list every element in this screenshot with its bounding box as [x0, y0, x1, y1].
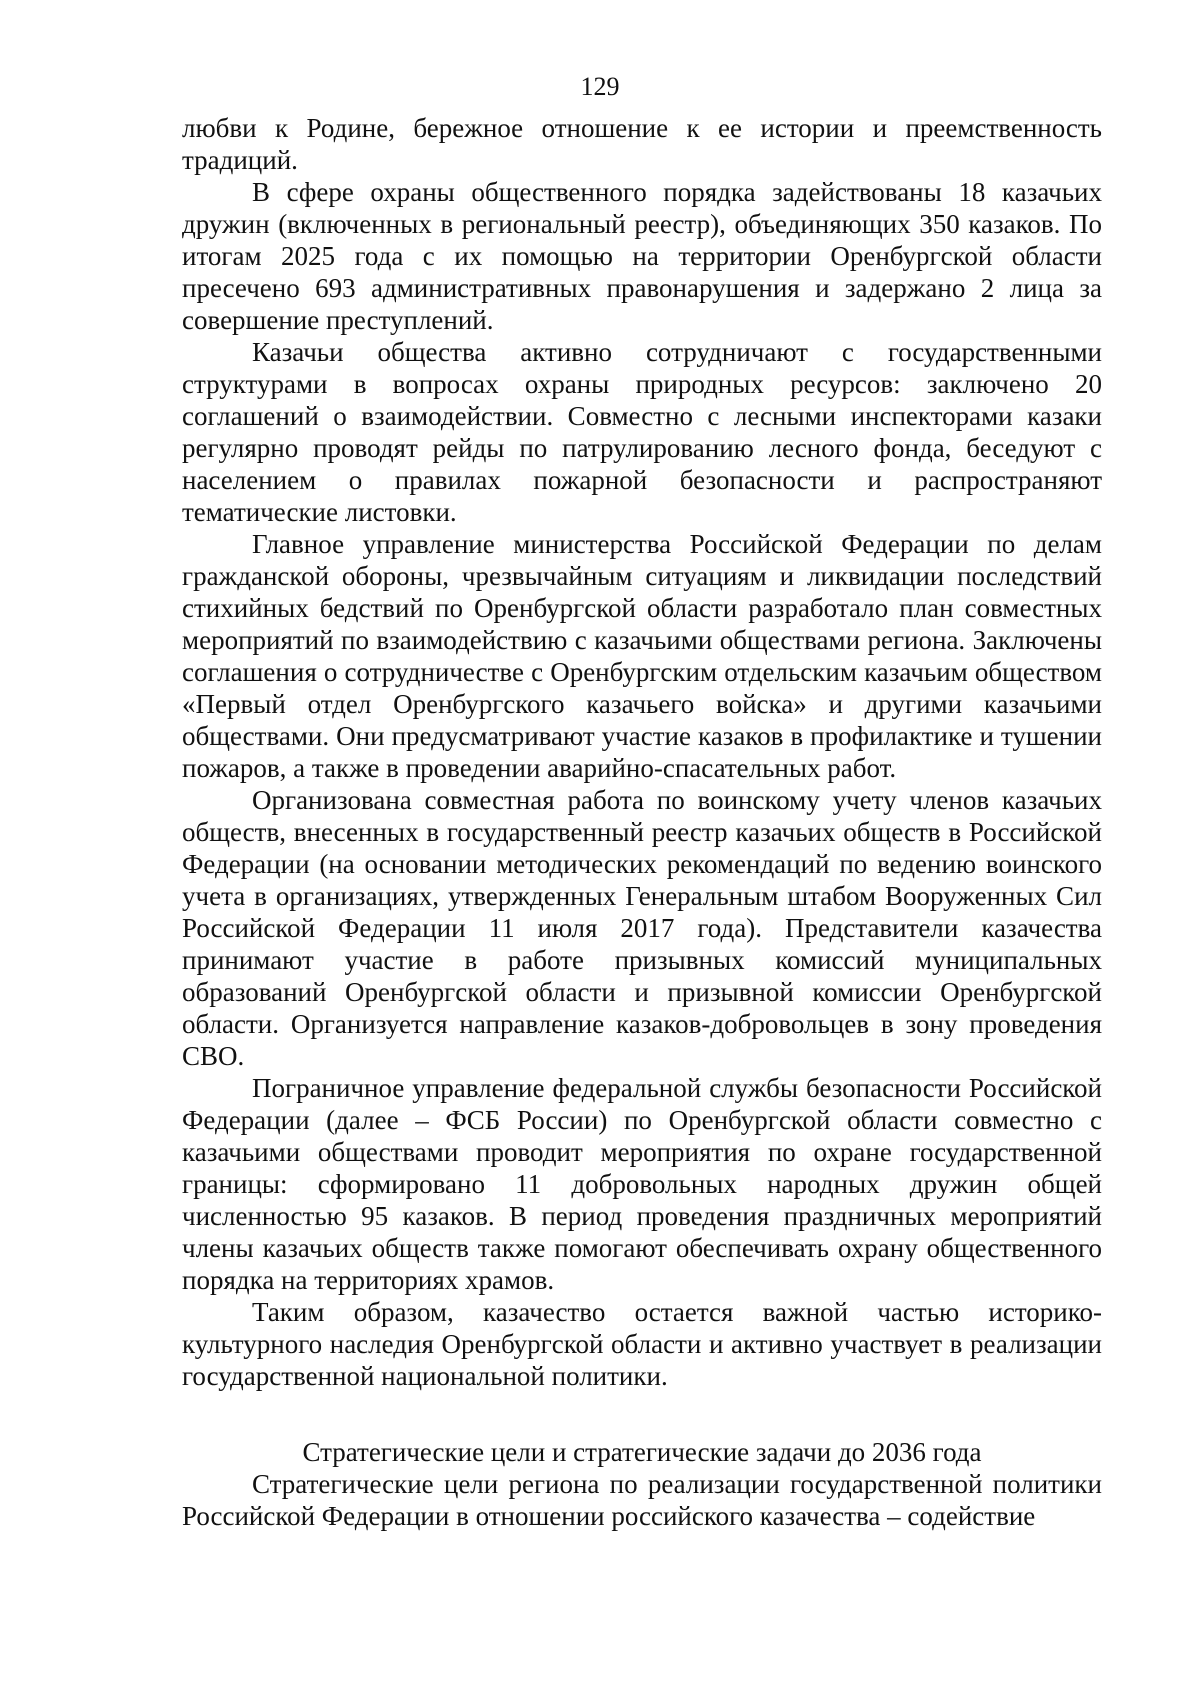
document-body	[182, 112, 1102, 1532]
page-number: 129	[580, 72, 620, 101]
paragraph-border-service: Пограничное управление федеральной службы безопасности Российской Федерации (далее – ФСБ России) по Оренбургской области совместно с казачьими обществами проводит мероприятия по охране государственной границы: сформировано 11 добровольных народных дружин общей численностью 95 казаков. В период проведения праздничных мероприятий члены казачьих обществ также помогают обеспечивать охрану общественного порядка на территориях храмов.	[182, 1073, 1102, 1295]
paragraph-emergency-ministry: Главное управление министерства Российской Федерации по делам гражданской обороны, чрезвычайным ситуациям и ликвидации последствий стихийных бедствий по Оренбургской области разработало план совместных мероприятий по взаимодействию с казачьими обществами региона. Заключены соглашения о сотрудничестве с Оренбургским отдельским казачьим обществом «Первый отдел Оренбургского казачьего войска» и другими казачьими обществами. Они предусматривают участие казаков в профилактике и тушении пожаров, а также в проведении аварийно-спасательных работ.	[182, 529, 1102, 783]
paragraph-natural-resources: Казачьи общества активно сотрудничают с государственными структурами в вопросах охраны природных ресурсов: заключено 20 соглашений о взаимодействии. Совместно с лесными инспекторами казаки регулярно проводят рейды по патрулированию лесного фонда, беседуют с населением о правилах пожарной безопасности и распространяют тематические листовки.	[182, 337, 1102, 527]
paragraph-strategic-goals: Стратегические цели региона по реализации государственной политики Российской Федерации в отношении российского казачества – содействие	[182, 1469, 1102, 1531]
section-heading: Стратегические цели и стратегические задачи до 2036 года	[302, 1437, 982, 1467]
paragraph-conclusion: Таким образом, казачество остается важной частью историко-культурного наследия Оренбургской области и активно участвует в реализации государственной национальной политики.	[182, 1297, 1102, 1391]
paragraph-continuation: любви к Родине, бережное отношение к ее истории и преемственность традиций.	[182, 113, 1102, 175]
paragraph-military-registration: Организована совместная работа по воинскому учету членов казачьих обществ, внесенных в государственный реестр казачьих обществ в Российской Федерации (на основании методических рекомендаций по ведению воинского учета в организациях, утвержденных Генеральным штабом Вооруженных Сил Российской Федерации 11 июля 2017 года). Представители казачества принимают участие в работе призывных комиссий муниципальных образований Оренбургской области и призывной комиссии Оренбургской области. Организуется направление казаков-добровольцев в зону проведения СВО.	[182, 785, 1102, 1071]
section-spacer	[182, 1392, 1102, 1436]
paragraph-public-order: В сфере охраны общественного порядка задействованы 18 казачьих дружин (включенных в региональный реестр), объединяющих 350 казаков. По итогам 2025 года с их помощью на территории Оренбургской области пресечено 693 административных правонарушения и задержано 2 лица за совершение преступлений.	[182, 177, 1102, 335]
